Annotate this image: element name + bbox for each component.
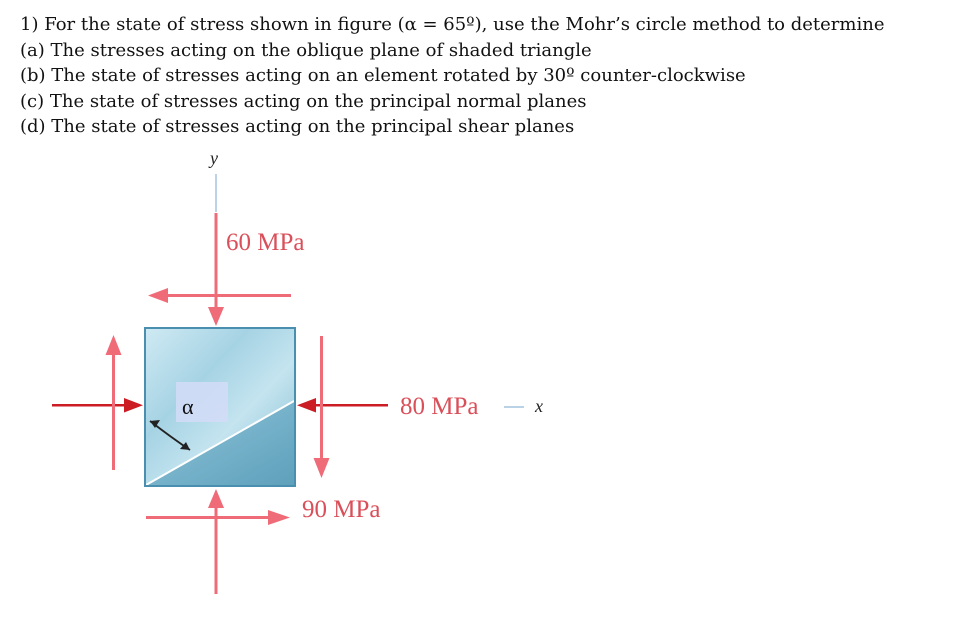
problem-part-c: (c) The state of stresses acting on the principal normal planes [20,90,587,112]
stress-80-label: 80 MPa [400,393,479,420]
problem-intro: 1) For the state of stress shown in figure (α = 65º), use the Mohr’s circle method to determine [20,14,885,35]
problem-part-d: (d) The state of stresses acting on the principal shear planes [20,116,575,137]
arrow-left-normal-head [124,398,143,413]
stress-60-label: 60 MPa [226,229,305,256]
bottom-face-stresses [146,489,380,594]
problem-part-b: (b) The state of stresses acting on an element rotated by 30º counter-clockwise [20,65,746,86]
arrow-60-normal-head [208,307,224,326]
problem-part-a: (a) The stresses acting on the oblique plane of shaded triangle [20,39,592,61]
arrow-right-shear-head [314,458,330,478]
left-face-stresses [52,335,143,470]
x-axis-label: x [535,396,543,416]
top-face-stresses [148,213,304,326]
arrow-bottom-shear-head [268,510,290,525]
stress-90-label: 90 MPa [302,496,381,523]
arrow-left-shear-head [106,335,122,355]
arrow-bottom-normal-head [208,489,224,508]
arrow-top-shear-head [148,288,168,303]
stress-element [145,328,295,486]
arrow-80-normal-head [297,398,316,413]
angle-alpha-label: α [182,394,194,419]
right-face-stresses [297,336,478,478]
y-axis-label: y [210,148,218,168]
